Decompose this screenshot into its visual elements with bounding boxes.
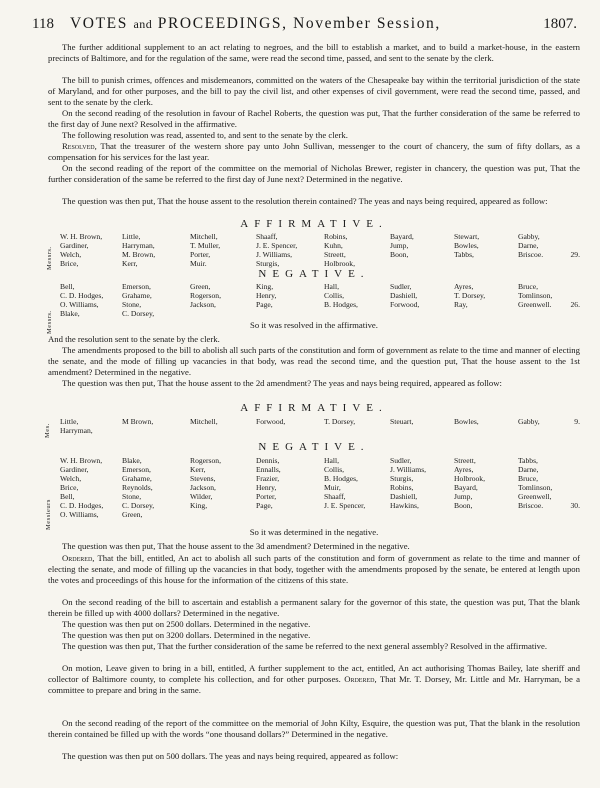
member-name: Boon, [390, 250, 409, 259]
name-row [60, 300, 580, 309]
member-name: Streett, [454, 456, 476, 465]
member-name: Muir. [190, 259, 207, 268]
running-header [32, 16, 577, 36]
paragraph: The bill to punish crimes, offences and misdemeanors, committed on the waters of the Chesapeake bay within the territorial jurisdiction of the state of Maryland, and for other purposes, and the bill to pay the civil list, and other expenses of civil government, were read the second time, passed, and sent to the senate by the clerk. [48, 75, 580, 108]
paragraph: On the second reading of the bill to ascertain and establish a permanent salary for the governor of this state, the question was put, That the blank therein be filled up with 4000 dollars? Determined in the negative. [48, 597, 580, 619]
member-name: Rogerson, [190, 291, 222, 300]
member-name: Bell, [60, 282, 75, 291]
member-name: Bowles, [454, 241, 479, 250]
name-row [60, 465, 580, 474]
member-name: Bowles, [454, 417, 479, 426]
member-name: Emerson, [122, 282, 151, 291]
ordered-word: Ordered, [62, 553, 95, 563]
member-name: Blake, [60, 309, 80, 318]
member-name: Little, [60, 417, 79, 426]
member-name: Bell, [60, 492, 75, 501]
name-row [60, 483, 580, 492]
vote1-affirmative-list [60, 232, 580, 268]
paragraph: The question was then put, That the house assent to the resolution therein contained? The yeas and nays being required, appeared as follow: [62, 196, 548, 206]
paragraph: The question was then put on 500 dollars. The yeas and nays being required, appeared as follow: [62, 751, 399, 761]
vote1-result: So it was resolved in the affirmative. [250, 320, 378, 330]
member-name: Harryman, [122, 241, 155, 250]
member-name: W. H. Brown, [60, 232, 103, 241]
member-name: Boon, [454, 501, 473, 510]
name-row [60, 417, 580, 426]
paragraph: On the second reading of the resolution in favour of Rachel Roberts, the question was put, That the further consideration of the same be referred to the first day of June next? Resolved in the affirmative. [48, 108, 580, 130]
member-name: Holbrook, [454, 474, 486, 483]
vote2-side-label-negative: Messieurs [45, 499, 52, 530]
vote2-negative-count: 30. [570, 501, 580, 510]
member-name: Sturgis, [390, 474, 414, 483]
member-name: Brice, [60, 259, 79, 268]
member-name: C. Dorsey, [122, 309, 155, 318]
member-name: T. Muller, [190, 241, 221, 250]
member-name: Mitchell, [190, 417, 218, 426]
member-name: Robins, [324, 232, 348, 241]
member-name: Stewart, [454, 232, 480, 241]
member-name: Sudler, [390, 282, 412, 291]
member-name: Harryman, [60, 426, 93, 435]
member-name: J. Williams, [390, 465, 427, 474]
member-name: B. Hodges, [324, 474, 358, 483]
member-name: Kerr, [122, 259, 138, 268]
member-name: Emerson, [122, 465, 151, 474]
member-name: Darne, [518, 465, 539, 474]
member-name: King, [256, 282, 274, 291]
member-name: Ennalls, [256, 465, 281, 474]
member-name: Grahame, [122, 291, 152, 300]
member-name: Briscoe. [518, 501, 544, 510]
vote1-affirmative-count: 29. [570, 250, 580, 259]
member-name: Grahame, [122, 474, 152, 483]
member-name: Sturgis, [256, 259, 280, 268]
member-name: Hall, [324, 456, 339, 465]
member-name: C. D. Hodges, [60, 501, 104, 510]
paragraph: The further additional supplement to an act relating to negroes, and the bill to establish a market, and to build a market-house, in the eastern precincts of Baltimore, and for the regulation of the same, were read the second time, passed, and sent to the senate by the clerk. [48, 42, 580, 64]
member-name: Collis, [324, 465, 345, 474]
member-name: Tomlinson, [518, 291, 553, 300]
name-row [60, 291, 580, 300]
member-name: Ray, [454, 300, 468, 309]
paragraph: The question was then put, That the further consideration of the same be referred to the next general assembly? Resolved in the affirmative. [62, 641, 548, 651]
paragraph-resolved: Resolved, That the treasurer of the western shore pay unto John Sullivan, messenger to the court of chancery, the sum of fifty dollars, as a compensation for his services for the last year. [48, 141, 580, 163]
member-name: Shaaff, [324, 492, 346, 501]
member-name: Collis, [324, 291, 345, 300]
member-name: J. E. Spencer, [256, 241, 298, 250]
name-row [60, 426, 580, 435]
name-row [60, 501, 580, 510]
member-name: Stevens, [190, 474, 216, 483]
vote1-negative-heading: NEGATIVE. [258, 268, 370, 280]
vote2-negative-list [60, 456, 580, 519]
name-row [60, 241, 580, 250]
member-name: Page, [256, 300, 273, 309]
member-name: Darne, [518, 241, 539, 250]
vote1-side-label: Messrs. [46, 246, 53, 270]
member-name: Sudler, [390, 456, 412, 465]
member-name: Henry, [256, 291, 277, 300]
paragraph: The question was then put on 2500 dollars. Determined in the negative. [62, 619, 311, 629]
name-row [60, 250, 580, 259]
vote2-affirmative-count: 9. [574, 417, 580, 426]
member-name: Porter, [256, 492, 277, 501]
member-name: W. H. Brown, [60, 456, 103, 465]
member-name: Bayard, [390, 232, 414, 241]
vote2-affirmative-list [60, 417, 580, 435]
paragraph: The question was then put, That the house assent to the 2d amendment? The yeas and nays being required, appeared as follow: [62, 378, 502, 388]
member-name: Gardiner, [60, 465, 89, 474]
member-name: Tomlinson, [518, 483, 553, 492]
member-name: Mitchell, [190, 232, 218, 241]
member-name: Dashiell, [390, 291, 418, 300]
member-name: Steuart, [390, 417, 414, 426]
running-title: VOTES and PROCEEDINGS, November Session, [70, 15, 441, 32]
member-name: Kuhn, [324, 241, 343, 250]
paragraph: The amendments proposed to the bill to abolish all such parts of the constitution and form of government as relate to the time and manner of electing the senate, and the mode of filling up vacancies in that body, was read the second time, and the question put, That the house assent to the 1st amendment? Determined in the negative. [48, 345, 580, 378]
member-name: Blake, [122, 456, 142, 465]
member-name: Jump, [390, 241, 409, 250]
name-row [60, 510, 580, 519]
paragraph: The question was then put on 3200 dollars. Determined in the negative. [62, 630, 311, 640]
member-name: Dennis, [256, 456, 280, 465]
member-name: Green, [122, 510, 143, 519]
member-name: Greenwell. [518, 300, 552, 309]
member-name: Jackson, [190, 483, 216, 492]
year: 1807. [543, 16, 577, 32]
member-name: T. Dorsey, [454, 291, 486, 300]
name-row [60, 309, 580, 318]
member-name: Stone, [122, 300, 142, 309]
member-name: T. Dorsey, [324, 417, 356, 426]
member-name: Jackson, [190, 300, 216, 309]
paragraph: And the resolution sent to the senate by the clerk. [48, 334, 220, 344]
member-name: Green, [190, 282, 211, 291]
member-name: Forwood, [256, 417, 286, 426]
member-name: Hall, [324, 282, 339, 291]
member-name: Page, [256, 501, 273, 510]
member-name: Hawkins, [390, 501, 419, 510]
member-name: Kerr, [190, 465, 206, 474]
name-row [60, 456, 580, 465]
name-row [60, 282, 580, 291]
paragraph: The following resolution was read, assented to, and sent to the senate by the clerk. [62, 130, 348, 140]
name-row [60, 232, 580, 241]
vote1-negative-list [60, 282, 580, 318]
member-name: C. D. Hodges, [60, 291, 104, 300]
member-name: Reynolds, [122, 483, 153, 492]
paragraph-motion: On motion, Leave given to bring in a bill, entitled, A further supplement to the act, entitled, An act authorising Thomas Bailey, late sheriff and collector of Baltimore county, to complete his collection, and for other purposes. Ordered, That Mr. T. Dorsey, Mr. Little and Mr. Harryman, be a committee to prepare and bring in the same. [48, 663, 581, 696]
member-name: Bruce, [518, 474, 539, 483]
member-name: J. E. Spencer, [324, 501, 366, 510]
member-name: Stone, [122, 492, 142, 501]
member-name: Bruce, [518, 282, 539, 291]
vote2-affirmative-heading: AFFIRMATIVE. [240, 402, 388, 414]
vote1-negative-count: 26. [570, 300, 580, 309]
paragraph-ordered: Ordered, That the bill, entitled, An act to abolish all such parts of the constitution and form of government as relate to the time and manner of electing the senate, and mode of filling up the vacancies in that body, together with the amendments proposed by the senate, be entered at length upon the votes and proceedings of this house for the information of the citizens of this state. [48, 553, 580, 586]
member-name: Tabbs, [518, 456, 538, 465]
member-name: Shaaff, [256, 232, 278, 241]
member-name: Brice, [60, 483, 79, 492]
member-name: Dashiell, [390, 492, 418, 501]
member-name: Bayard, [454, 483, 478, 492]
member-name: Welch, [60, 250, 82, 259]
paragraph: The question was then put, That the house assent to the 3d amendment? Determined in the negative. [62, 541, 410, 551]
member-name: Jump, [454, 492, 473, 501]
page-number: 118 [32, 16, 54, 32]
member-name: Greenwell, [518, 492, 552, 501]
paragraph: On the second reading of the report of the committee on the memorial of John Kilty, Esquire, the question was put, That the blank in the resolution therein contained be filled up with the words “one thousand dollars?” Determined in the negative. [48, 718, 580, 740]
member-name: Welch, [60, 474, 82, 483]
member-name: C. Dorsey, [122, 501, 155, 510]
name-row [60, 259, 580, 268]
vote1-side-label-negative: Messrs. [46, 310, 53, 334]
member-name: Henry, [256, 483, 277, 492]
vote2-negative-heading: NEGATIVE. [258, 441, 370, 453]
member-name: Wilder, [190, 492, 213, 501]
resolved-word: Resolved, [62, 141, 97, 151]
member-name: Gabby, [518, 417, 540, 426]
vote2-result: So it was determined in the negative. [249, 527, 379, 537]
member-name: Porter, [190, 250, 211, 259]
member-name: Rogerson, [190, 456, 222, 465]
member-name: Little, [122, 232, 141, 241]
vote1-affirmative-heading: AFFIRMATIVE. [240, 218, 388, 230]
member-name: Holbrook, [324, 259, 356, 268]
member-name: Muir, [324, 483, 341, 492]
member-name: Briscoe. [518, 250, 544, 259]
member-name: M. Brown, [122, 250, 156, 259]
member-name: Frazier, [256, 474, 280, 483]
member-name: Ayres, [454, 282, 474, 291]
member-name: Tabbs, [454, 250, 474, 259]
member-name: B. Hodges, [324, 300, 358, 309]
member-name: Gabby, [518, 232, 540, 241]
member-name: Streett, [324, 250, 346, 259]
member-name: J. Williams, [256, 250, 293, 259]
member-name: Ayres, [454, 465, 474, 474]
member-name: O. Williams, [60, 510, 99, 519]
member-name: King, [190, 501, 208, 510]
vote2-side-label: Mes. [44, 423, 51, 438]
member-name: Forwood, [390, 300, 420, 309]
paragraph: On the second reading of the report of the committee on the memorial of Nicholas Brewer, register in chancery, the question was put, That the further consideration of the same be referred to the first day of June next? Determined in the negative. [48, 163, 580, 185]
member-name: M Brown, [122, 417, 154, 426]
name-row [60, 492, 580, 501]
member-name: Robins, [390, 483, 414, 492]
member-name: O. Williams, [60, 300, 99, 309]
name-row [60, 474, 580, 483]
member-name: Gardiner, [60, 241, 89, 250]
